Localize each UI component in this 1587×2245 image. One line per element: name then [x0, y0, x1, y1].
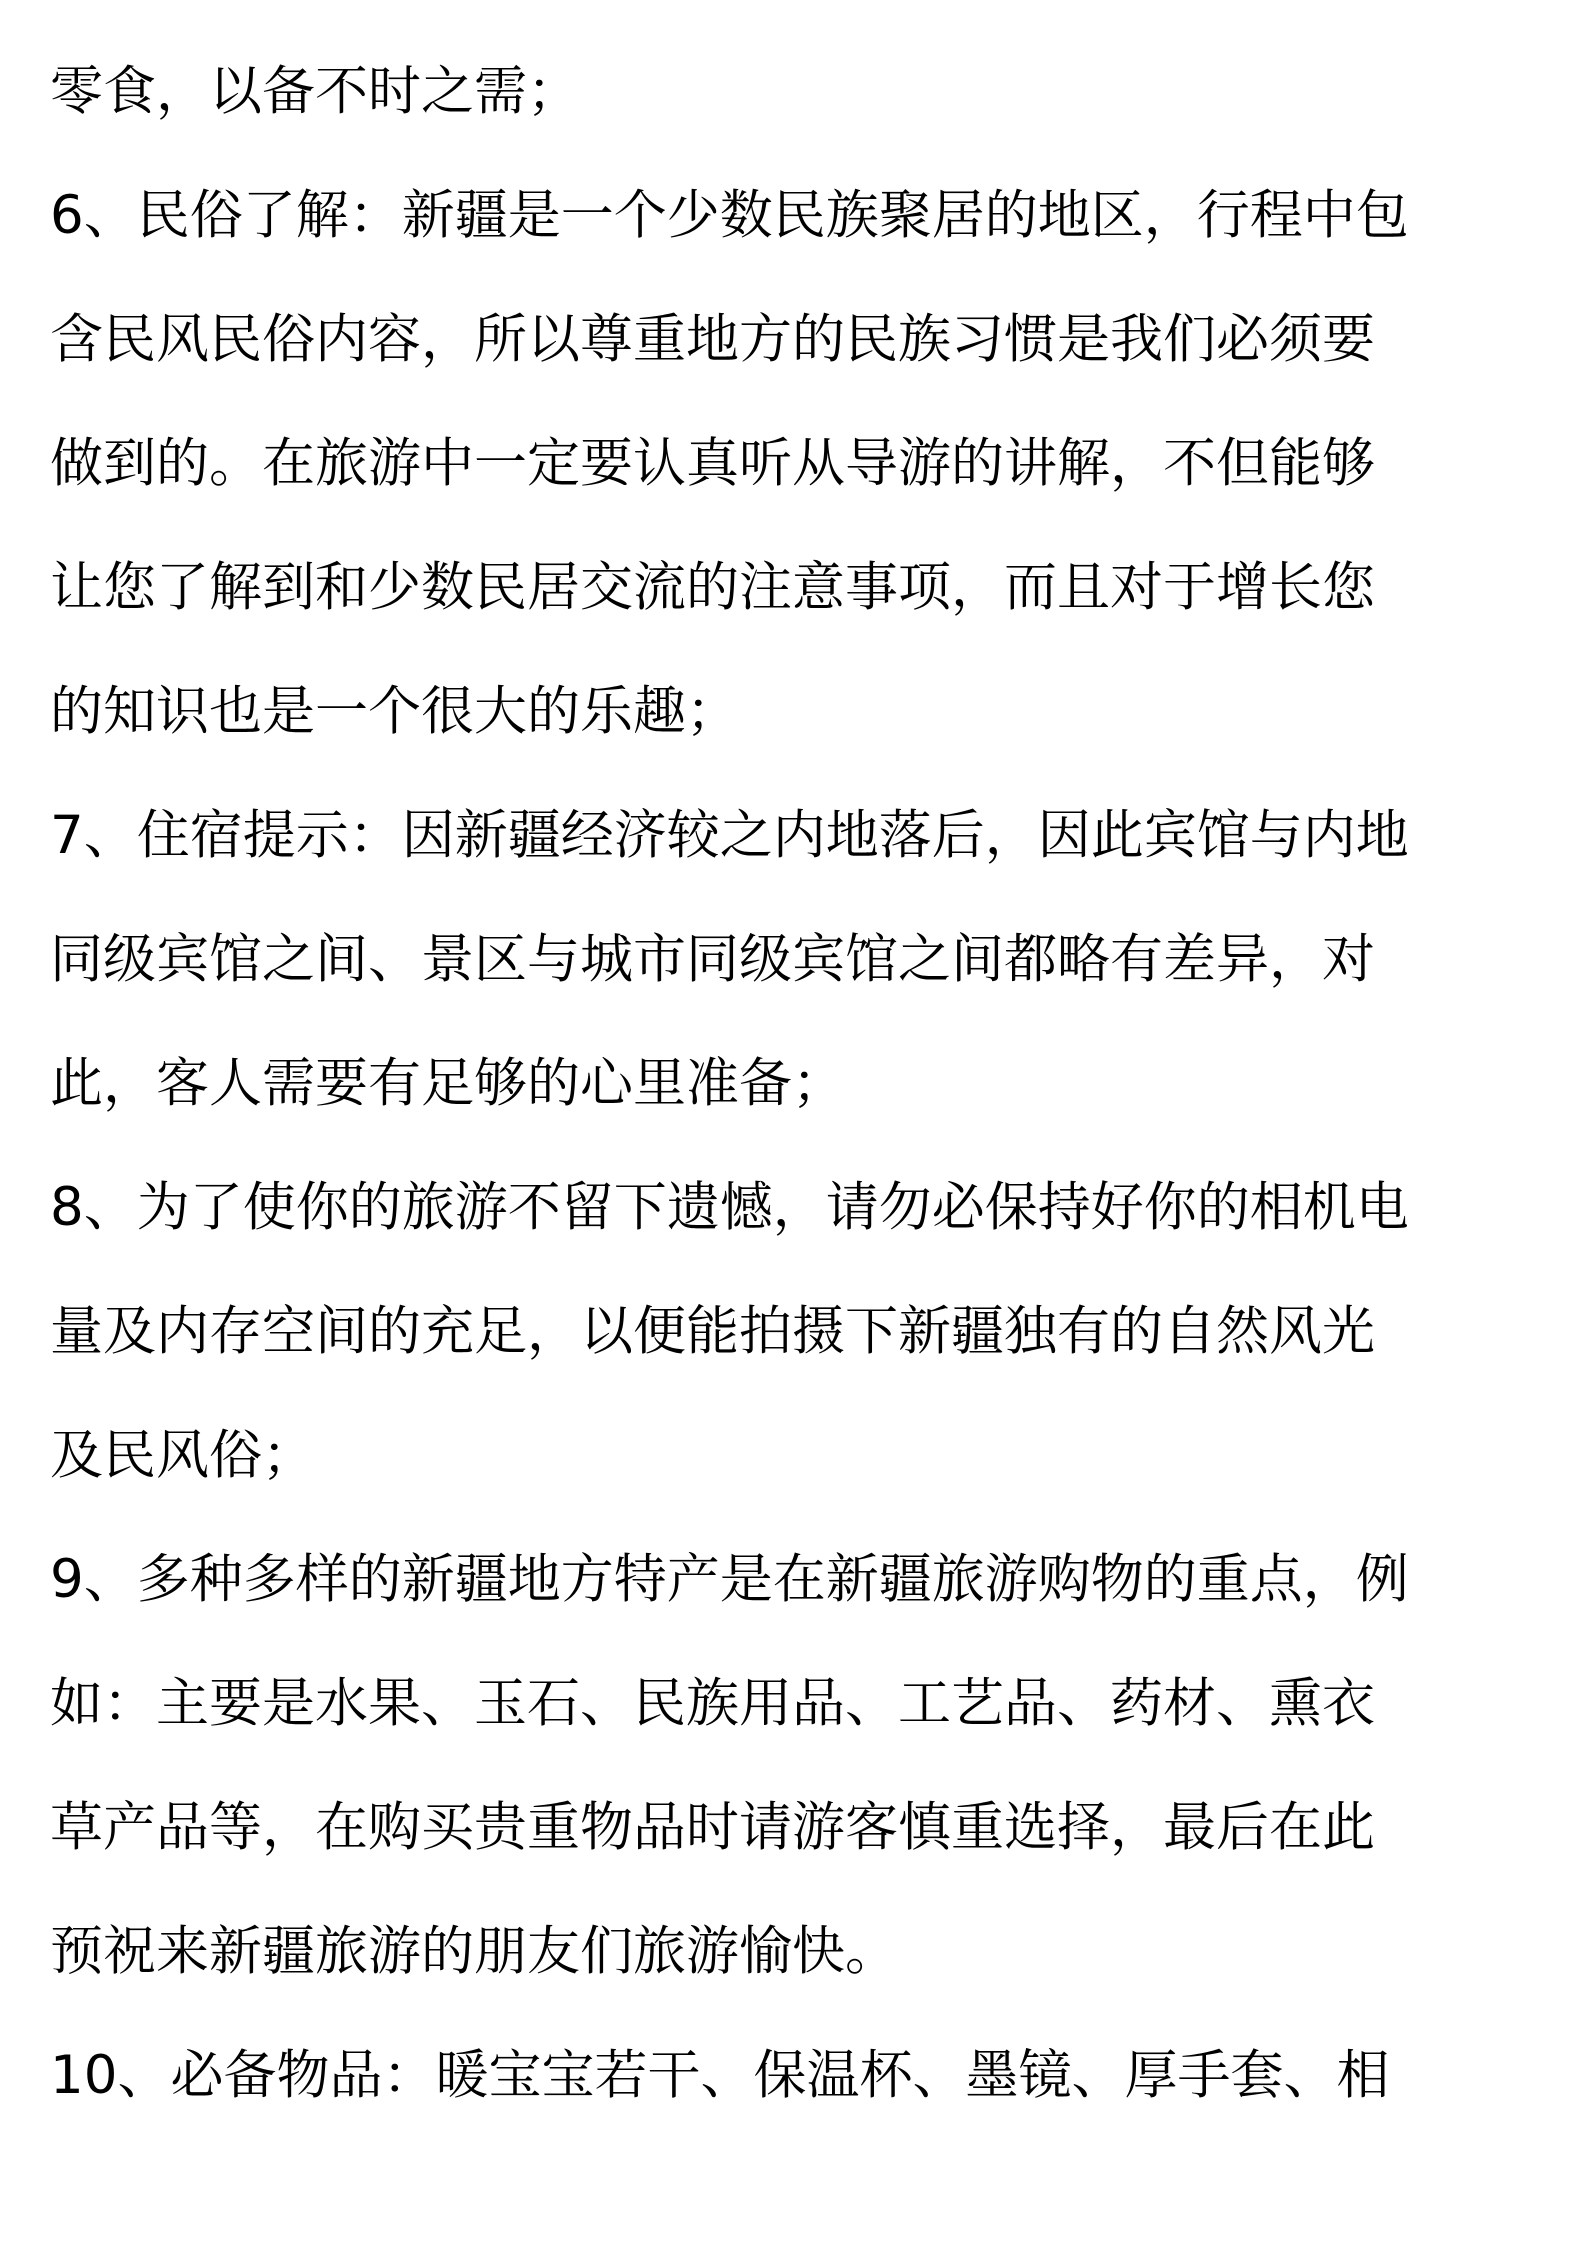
text-line: 10、必备物品：暖宝宝若干、保温杯、墨镜、厚手套、相 — [50, 2045, 1390, 2106]
text-line: 同级宾馆之间、景区与城市同级宾馆之间都略有差异，对 — [50, 929, 1375, 990]
text-line: 如：主要是水果、玉石、民族用品、工艺品、药材、熏衣 — [50, 1673, 1375, 1734]
text-line: 的知识也是一个很大的乐趣； — [50, 681, 739, 742]
text-line: 预祝来新疆旅游的朋友们旅游愉快。 — [50, 1921, 898, 1982]
text-line: 此，客人需要有足够的心里准备； — [50, 1053, 845, 1114]
text-line: 8、为了使你的旅游不留下遗憾，请勿必保持好你的相机电 — [50, 1177, 1409, 1238]
text-line: 零食，以备不时之需； — [50, 61, 580, 122]
text-line: 量及内存空间的充足，以便能拍摄下新疆独有的自然风光 — [50, 1301, 1375, 1362]
text-line: 及民风俗； — [50, 1425, 315, 1486]
text-line: 做到的。在旅游中一定要认真听从导游的讲解，不但能够 — [50, 433, 1375, 494]
text-line: 含民风民俗内容，所以尊重地方的民族习惯是我们必须要 — [50, 309, 1375, 370]
text-line: 让您了解到和少数民居交流的注意事项，而且对于增长您 — [50, 557, 1375, 618]
text-line: 6、民俗了解：新疆是一个少数民族聚居的地区，行程中包 — [50, 185, 1409, 246]
document-body — [50, 30, 1540, 2138]
text-line: 9、多种多样的新疆地方特产是在新疆旅游购物的重点，例 — [50, 1549, 1409, 1610]
text-line: 草产品等，在购买贵重物品时请游客慎重选择，最后在此 — [50, 1797, 1375, 1858]
text-line: 7、住宿提示：因新疆经济较之内地落后，因此宾馆与内地 — [50, 805, 1409, 866]
